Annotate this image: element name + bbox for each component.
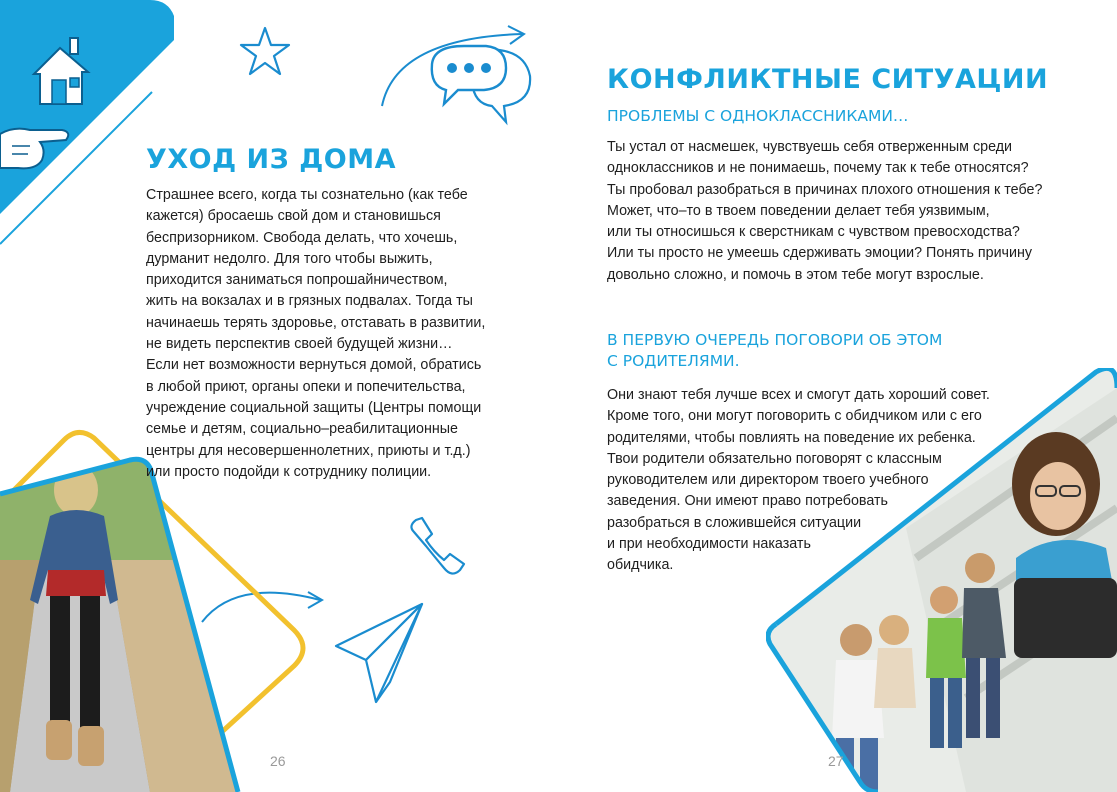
chat-bubbles-icon <box>424 42 536 130</box>
section-subtitle <box>607 330 942 372</box>
right-page <box>560 0 1117 792</box>
body-paragraph <box>146 185 485 483</box>
phone-handset-icon <box>404 512 470 584</box>
text-line: беспризорником. Свобода делать, что хочешь, <box>146 229 458 246</box>
text-line: начинаешь терять здоровье, отставать в развитии, <box>146 314 486 331</box>
text-line: кажется) бросаешь свой дом и становишься <box>146 208 441 225</box>
text-line: семье и детям, социально–реабилитационные <box>146 421 458 438</box>
text-line: Может, что–то в твоем поведении делает тебя уязвимым, <box>607 202 990 219</box>
page-title: КОНФЛИКТНЫЕ СИТУАЦИИ <box>607 64 1049 95</box>
section-subtitle: ПРОБЛЕМЫ С ОДНОКЛАССНИКАМИ… <box>607 107 909 125</box>
text-line: или ты относишься к сверстникам с чувством превосходства? <box>607 224 1020 241</box>
text-line: Страшнее всего, когда ты сознательно (как тебе <box>146 187 468 203</box>
text-line: заведения. Они имеют право потребовать <box>607 493 888 510</box>
text-line: родителями, чтобы повлиять на поведение их ребенка. <box>607 429 976 446</box>
body-paragraph <box>607 385 990 577</box>
text-line: не видеть перспектив своей будущей жизни… <box>146 336 453 353</box>
text-line: учреждение социальной защиты (Центры помощи <box>146 399 482 416</box>
page-number: 27 <box>828 753 844 769</box>
body-paragraph <box>607 137 1042 286</box>
page-title: УХОД ИЗ ДОМА <box>146 144 396 175</box>
page-number: 26 <box>270 753 286 769</box>
text-line: дурманит недолго. Для того чтобы выжить, <box>146 250 433 267</box>
text-line: одноклассников и не понимаешь, почему так к тебе относятся? <box>607 160 1029 177</box>
text-line: Они знают тебя лучше всех и смогут дать хороший совет. <box>607 387 990 403</box>
text-line: в любой приют, органы опеки и попечительства, <box>146 378 466 395</box>
text-line: приходится заниматься попрошайничеством, <box>146 272 448 289</box>
star-doodle-icon <box>236 24 294 82</box>
text-line: Или ты просто не умеешь сдерживать эмоции? Понять причину <box>607 245 1033 262</box>
text-line: Ты пробовал разобраться в причинах плохого отношения к тебе? <box>607 181 1043 198</box>
text-line: обидчика. <box>607 557 674 574</box>
text-line: Кроме того, они могут поговорить с обидчиком или с его <box>607 408 982 425</box>
text-line: Ты устал от насмешек, чувствуешь себя отверженным среди <box>607 139 1013 155</box>
text-line: разобраться в сложившейся ситуации <box>607 514 862 531</box>
paper-plane-icon <box>332 602 428 708</box>
text-line: или просто подойди к сотруднику полиции. <box>146 463 432 480</box>
text-line: довольно сложно, и помочь в этом тебе могут взрослые. <box>607 266 984 283</box>
text-line: и при необходимости наказать <box>607 536 811 553</box>
text-line: центры для несовершеннолетних, приюты и т.д.) <box>146 442 471 459</box>
text-line: Твои родители обязательно поговорят с классным <box>607 450 942 467</box>
subtitle-line: С РОДИТЕЛЯМИ. <box>607 352 740 370</box>
text-line: Если нет возможности вернуться домой, обратись <box>146 357 482 374</box>
text-line: жить на вокзалах и в грязных подвалах. Тогда ты <box>146 293 473 310</box>
subtitle-line: В ПЕРВУЮ ОЧЕРЕДЬ ПОГОВОРИ ОБ ЭТОМ <box>607 331 943 349</box>
text-line: руководителем или директором твоего учебного <box>607 472 929 489</box>
